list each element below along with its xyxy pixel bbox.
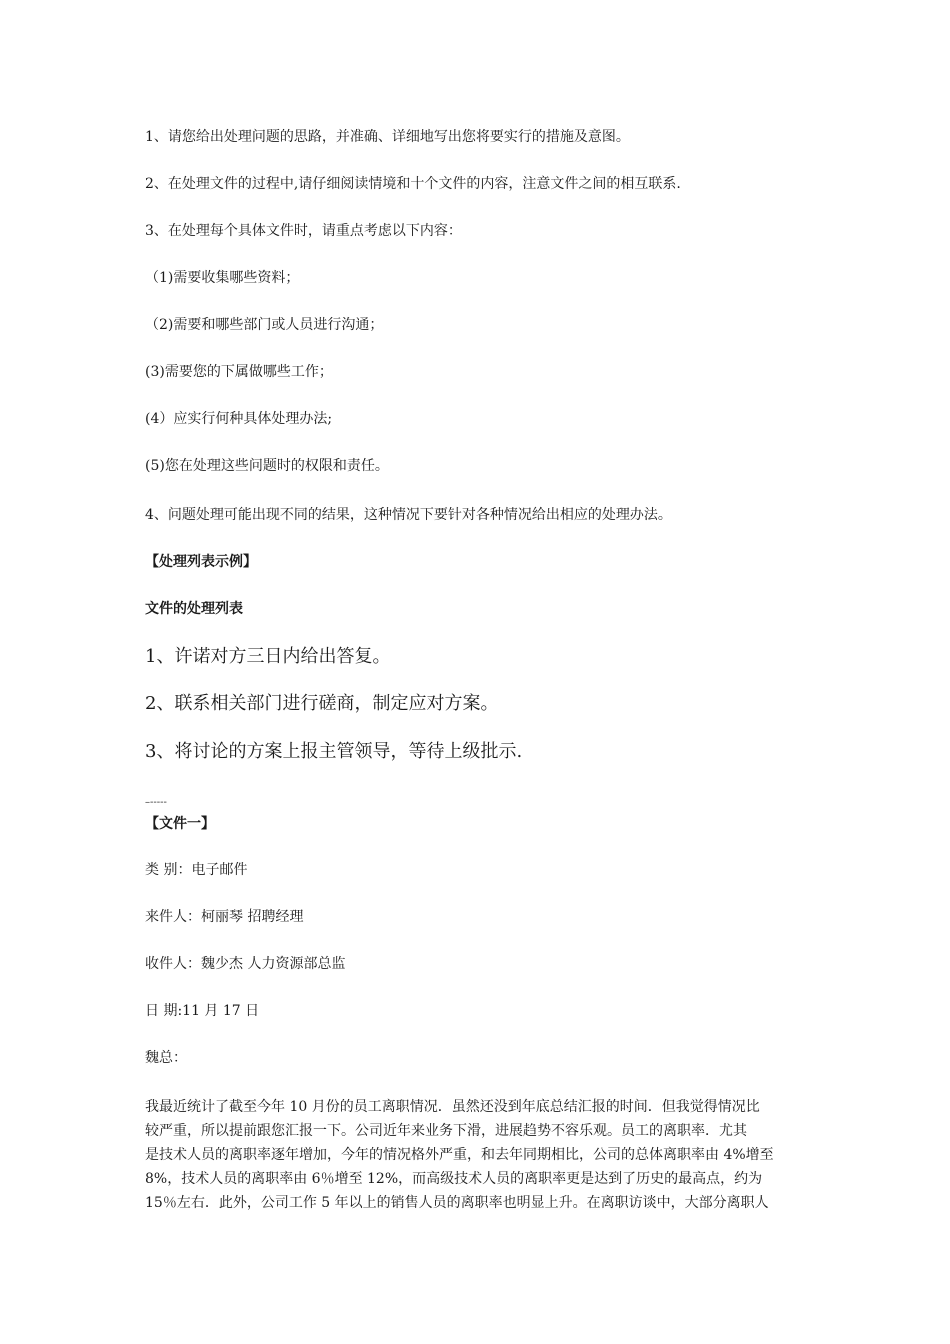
instruction-3-sub-5: (5)您在处理这些问题时的权限和责任。 <box>145 458 389 474</box>
body-line-5: 15％左右．此外，公司工作 5 年以上的销售人员的离职率也明显上升。在离职访谈中，大部分离职人 <box>145 1195 769 1211</box>
instruction-4: 4、问题处理可能出现不同的结果，这种情况下要针对各种情况给出相应的处理办法。 <box>145 507 672 523</box>
list-title: 文件的处理列表 <box>145 601 243 617</box>
salutation: 魏总： <box>145 1050 187 1066</box>
file-date: 日 期:11 月 17 日 <box>145 1003 260 1019</box>
instruction-3-sub-3: (3)需要您的下属做哪些工作； <box>145 364 333 380</box>
file-sender: 来件人：柯丽琴 招聘经理 <box>145 909 304 925</box>
instruction-3-sub-1: （1)需要收集哪些资料； <box>145 270 300 286</box>
instruction-3: 3、在处理每个具体文件时，请重点考虑以下内容： <box>145 223 462 239</box>
body-line-3: 是技术人员的离职率逐年增加，今年的情况格外严重，和去年同期相比，公司的总体离职率由 4%增至 <box>145 1147 774 1163</box>
file-category: 类 别：电子邮件 <box>145 862 248 878</box>
list-item-2: 2、联系相关部门进行磋商，制定应对方案。 <box>145 693 499 714</box>
list-item-1: 1、许诺对方三日内给出答复。 <box>145 646 391 667</box>
list-item-3: 3、将讨论的方案上报主管领导，等待上级批示. <box>145 741 523 762</box>
instruction-1: 1、请您给出处理问题的思路，并准确、详细地写出您将要实行的措施及意图。 <box>145 129 630 145</box>
body-line-4: 8%，技术人员的离职率由 6％增至 12%，而高级技术人员的离职率更是达到了历史的最高点，约为 <box>145 1171 763 1187</box>
file-heading: 【文件一】 <box>145 816 215 832</box>
instruction-2: 2、在处理文件的过程中,请仔细阅读情境和十个文件的内容，注意文件之间的相互联系. <box>145 176 681 192</box>
instruction-3-sub-4: (4）应实行何种具体处理办法; <box>145 411 333 427</box>
instruction-3-sub-2: （2)需要和哪些部门或人员进行沟通； <box>145 317 384 333</box>
body-line-1: 我最近统计了截至今年 10 月份的员工离职情况．虽然还没到年底总结汇报的时间．但我觉得情况比 <box>145 1099 760 1115</box>
file-recipient: 收件人：魏少杰 人力资源部总监 <box>145 956 346 972</box>
separator: –----- <box>145 797 167 808</box>
body-line-2: 较严重，所以提前跟您汇报一下。公司近年来业务下滑，进展趋势不容乐观。员工的离职率．尤其 <box>145 1123 747 1139</box>
example-heading: 【处理列表示例】 <box>145 554 257 570</box>
